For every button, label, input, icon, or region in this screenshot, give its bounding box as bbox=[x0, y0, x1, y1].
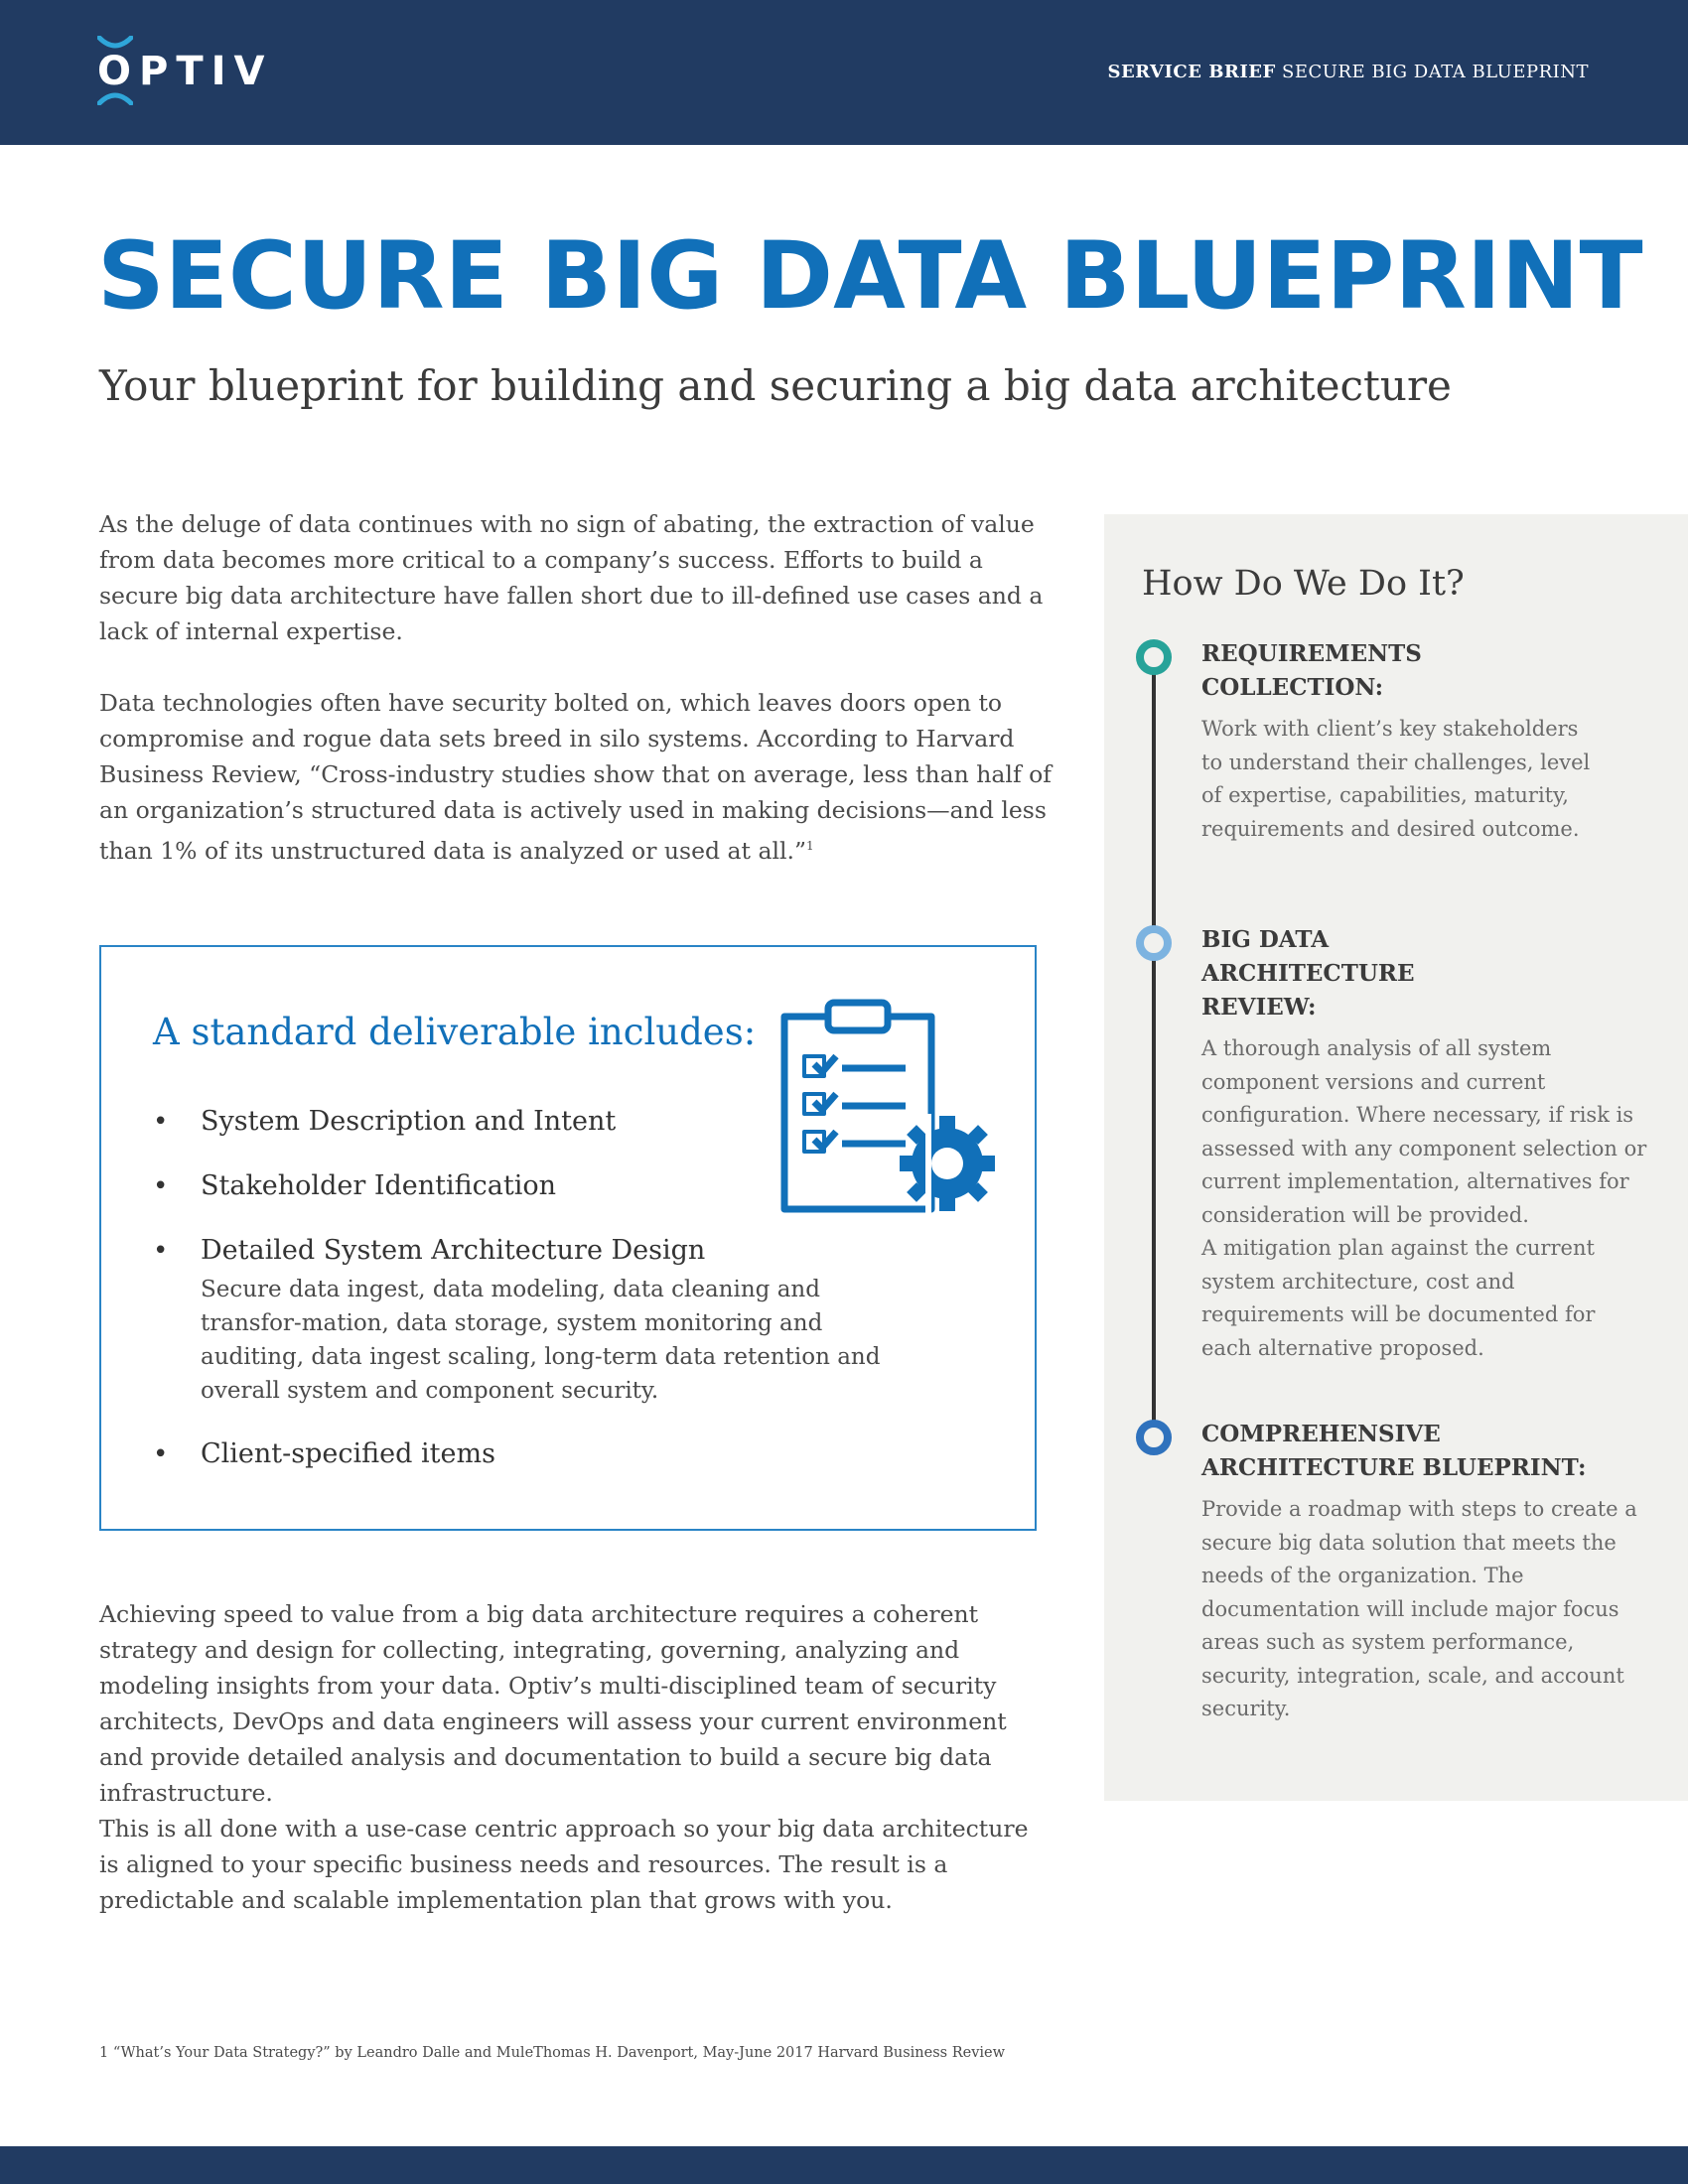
timeline-node-2 bbox=[1136, 925, 1172, 961]
deliverable-item-label: System Description and Intent bbox=[201, 1106, 617, 1137]
logo-text: OPTIV bbox=[97, 49, 273, 94]
closing-paragraph-2: This is all done with a use-case centric approach so your big data architecture is aligned to your specific business needs and resources. The result is a predictable and scalable implementation plan that grows with you. bbox=[99, 1815, 1029, 1914]
page-subtitle: Your blueprint for building and securing a big data architecture bbox=[99, 361, 1452, 410]
footer-bar bbox=[0, 2146, 1688, 2184]
doc-type-rest: SECURE BIG DATA BLUEPRINT bbox=[1275, 62, 1589, 82]
deliverable-title: A standard deliverable includes: bbox=[153, 1011, 757, 1053]
step-comprehensive-blueprint bbox=[1201, 1418, 1668, 1726]
step-architecture-review bbox=[1201, 923, 1668, 1365]
bullet: • bbox=[153, 1236, 169, 1266]
deliverable-box bbox=[99, 945, 1037, 1531]
deliverable-item bbox=[153, 1233, 967, 1408]
step-requirements bbox=[1201, 637, 1668, 846]
intro-paragraph-2-text: Data technologies often have security bolted on, which leaves doors open to compromise and rogue data sets breed in silo systems. According to Harvard Business Review, “Cross-industry studies show that on average, less than half of an organization’s structured data is actively used in making decisions—and less than 1% of its unstructured data is analyzed or used at all.” bbox=[99, 689, 1052, 865]
step-heading: BIG DATA ARCHITECTURE REVIEW: bbox=[1201, 926, 1415, 1021]
logo-mark-bottom-icon bbox=[97, 91, 133, 105]
how-we-do-it-sidebar bbox=[1104, 514, 1688, 1801]
intro-paragraph-2 bbox=[99, 685, 1053, 869]
deliverable-item-description: Secure data ingest, data modeling, data cleaning and transfor-mation, data storage, system monitoring and auditing, data ingest scaling, long-term data retention and overall system and component security. bbox=[201, 1277, 881, 1404]
page-title: SECURE BIG DATA BLUEPRINT bbox=[97, 222, 1643, 331]
step-heading: COMPREHENSIVE ARCHITECTURE BLUEPRINT: bbox=[1201, 1421, 1587, 1481]
bullet: • bbox=[153, 1171, 169, 1201]
deliverable-item bbox=[153, 1436, 967, 1472]
bullet: • bbox=[153, 1107, 169, 1137]
deliverable-item bbox=[153, 1168, 967, 1204]
timeline-node-3 bbox=[1136, 1420, 1172, 1455]
deliverable-item-label: Stakeholder Identification bbox=[201, 1170, 556, 1201]
footnote-marker: 1 bbox=[805, 839, 814, 853]
step-body-2: A mitigation plan against the current system architecture, cost and requirements will be documented for each alternative proposed. bbox=[1201, 1236, 1596, 1360]
step-heading: REQUIREMENTS COLLECTION: bbox=[1201, 640, 1422, 701]
step-body: A thorough analysis of all system component versions and current configuration. Where necessary, if risk is assessed with any component selection or current implementation, alternatives for consideration will be provided. bbox=[1201, 1036, 1647, 1227]
doc-type-strong: SERVICE BRIEF bbox=[1107, 62, 1276, 82]
deliverable-list bbox=[153, 1104, 967, 1501]
timeline-line bbox=[1152, 659, 1156, 1449]
deliverable-item-label: Detailed System Architecture Design bbox=[201, 1235, 706, 1266]
header-bar bbox=[0, 0, 1688, 145]
optiv-logo[interactable] bbox=[97, 36, 273, 111]
deliverable-item bbox=[153, 1104, 967, 1140]
timeline-node-1 bbox=[1136, 639, 1172, 675]
step-body: Provide a roadmap with steps to create a secure big data solution that meets the needs of the organization. The documentation will include major focus areas such as system performance, security, integration, scale, and account security. bbox=[1201, 1497, 1637, 1720]
deliverable-item-label: Client-specified items bbox=[201, 1438, 495, 1469]
closing-paragraph-1: Achieving speed to value from a big data architecture requires a coherent strategy and design for collecting, integrating, governing, analyzing and modeling insights from your data. Optiv’s multi-disciplined team of security architects, DevOps and data engineers will assess your current environment and provide detailed analysis and documentation to build a secure big data infrastructure. bbox=[99, 1600, 1007, 1807]
sidebar-title: How Do We Do It? bbox=[1142, 564, 1465, 604]
intro-paragraph-1: As the deluge of data continues with no sign of abating, the extraction of value from data becomes more critical to a company’s success. Efforts to build a secure big data architecture have fallen short due to ill-defined use cases and a lack of internal expertise. bbox=[99, 510, 1044, 645]
logo-mark-top-icon bbox=[97, 36, 133, 50]
doc-type-label bbox=[1107, 62, 1589, 82]
footnote: 1 “What’s Your Data Strategy?” by Leandro Dalle and MuleThomas H. Davenport, May-June 2017 Harvard Business Review bbox=[99, 2045, 1006, 2061]
step-body: Work with client’s key stakeholders to understand their challenges, level of expertise, capabilities, maturity, requirements and desired outcome. bbox=[1201, 717, 1591, 841]
bullet: • bbox=[153, 1439, 169, 1469]
